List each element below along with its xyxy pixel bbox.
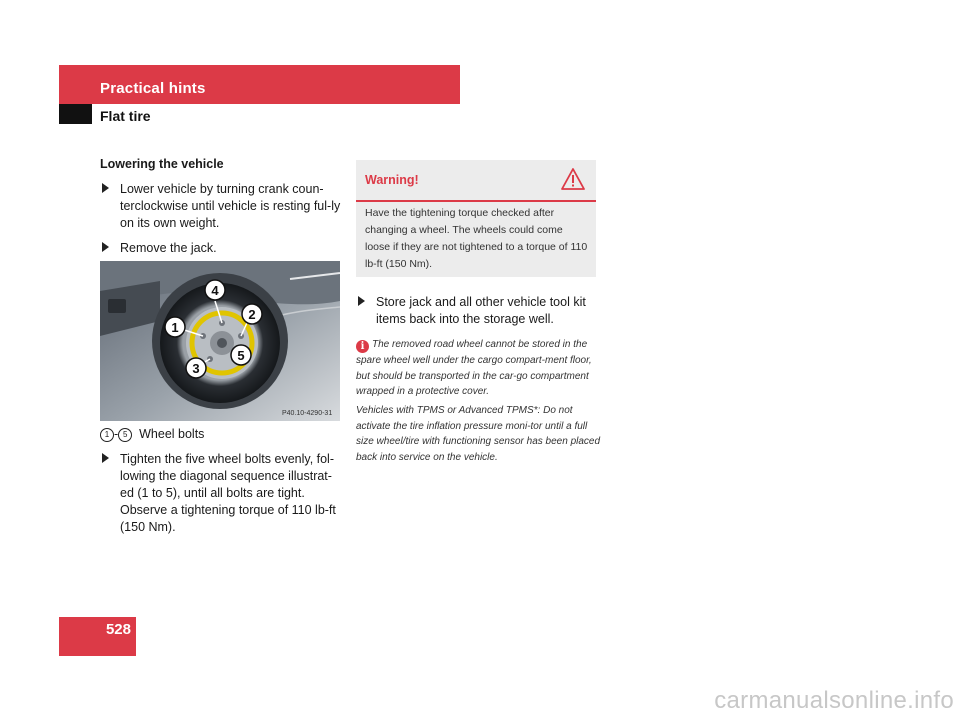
legend-sep: - — [114, 427, 119, 441]
legend-end-marker: 5 — [118, 428, 132, 442]
bullet-text: Store jack and all other vehicle tool kit items back into the storage well. — [376, 295, 586, 326]
legend-wheel-bolts — [100, 426, 204, 443]
bullet-remove-jack — [100, 240, 345, 257]
bullet-arrow-icon — [102, 453, 109, 463]
lowering-heading: Lowering the vehicle — [100, 157, 224, 171]
warning-box — [356, 160, 596, 277]
warning-label: Warning! — [365, 173, 419, 187]
photo-label-1: 1 — [171, 320, 179, 335]
photo-label-2: 2 — [248, 307, 256, 322]
page-number: 528 — [105, 621, 131, 638]
legend-text: Wheel bolts — [139, 427, 205, 441]
warning-header — [356, 160, 596, 202]
bullet-text: Remove the jack. — [120, 241, 217, 255]
bullet-text: Tighten the five wheel bolts evenly, fol-lowing the diagonal sequence illustrat-ed (1 to 5), until all bolts are tight. Observe a tightening torque of 110 lb-ft (150 Nm). — [120, 452, 336, 534]
photo-code: P40.10-4290-31 — [282, 410, 333, 417]
watermark: carmanualsonline.info — [714, 687, 954, 714]
photo-label-5: 5 — [237, 348, 245, 363]
photo-label-4: 4 — [211, 283, 219, 298]
bullet-store-jack — [356, 294, 601, 336]
info-icon: i — [356, 340, 369, 353]
bullet-arrow-icon — [102, 242, 109, 252]
bullet-tighten-bolts — [100, 451, 345, 544]
warning-triangle-icon — [561, 168, 585, 190]
subsection-title: Flat tire — [100, 108, 151, 124]
header-marker — [59, 104, 92, 124]
warning-text: Have the tightening torque checked after changing a wheel. The wheels could come loose if they are not tightened to a torque of 110 lb-ft (150 Nm). — [365, 207, 588, 270]
bullet-lower-vehicle — [100, 181, 345, 232]
wheel-bolts-photo — [100, 261, 340, 421]
left-column — [100, 156, 345, 265]
bullet-arrow-icon — [358, 296, 365, 306]
bullet-text: Lower vehicle by turning crank coun-terclockwise until vehicle is resting ful-ly on its own weight. — [120, 182, 341, 230]
info-note — [356, 337, 601, 400]
tpms-note: Vehicles with TPMS or Advanced TPMS*: Do not activate the tire inflation pressure moni-tor until a full size wheel/tire with functioning sensor has been placed back into service on the vehicle. — [356, 405, 601, 463]
legend-start-marker: 1 — [100, 428, 114, 442]
info-text: The removed road wheel cannot be stored in the spare wheel well under the cargo compart-ment floor, but should be transported in the car-go compartment wrapped in a protective cover. — [356, 339, 592, 397]
bullet-arrow-icon — [102, 183, 109, 193]
section-title: Practical hints — [100, 80, 206, 97]
photo-label-3: 3 — [192, 361, 200, 376]
